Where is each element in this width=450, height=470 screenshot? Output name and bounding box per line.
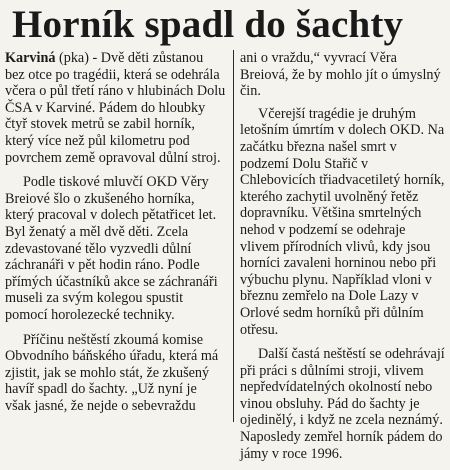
article-paragraph: Podle tiskové mluvčí OKD Věry Breiové šlo o zkušeného horníka, který pracoval v dolech pětatřicet let. Byl ženatý a měl dvě děti. Zcela zdevastované tělo vyzvedli důlní záchranáři v pět hodin ráno. Podle přímých účastníků akce se záchranáři museli za svým kolegou spustit pomocí horolezecké techniky. (5, 174, 218, 323)
article-paragraph: Příčinu neštěstí zkoumá komise Obvodního báňského úřadu, která má zjistit, jak se mohlo stát, že zkušený havíř spadl do šachty. „Už nyní je však jasné, že nejde o sebevraždu (5, 331, 219, 414)
article-paragraph: Včerejší tragédie je druhým letošním úmrtím v dolech OKD. Na začátku března našel smrt v podzemí Dolu Stařič v Chlebovicích třiadvacetiletý horník, kterého zachytil uvolněný řetěz dopravníku. Většina smrtelných nehod v podzemí se odehraje vlivem přírodních vlivů, kdy jsou horníci zavaleni horninou nebo při výbuchu plynu. Například vloni v březnu zemřelo na Dole Lazy v Orlové sedm horníků při důlním otřesu. (240, 105, 445, 338)
dateline: Karviná (5, 50, 56, 66)
column-divider (233, 50, 234, 422)
article-column-left (5, 50, 226, 422)
article-lead-paragraph (5, 50, 226, 166)
article-column-right (240, 50, 446, 470)
article-headline: Horník spadl do šachty (12, 3, 404, 46)
article-paragraph-continued: ani o vraždu,“ vyvrací Věra Breiová, že by mohlo jít o úmyslný čin. (240, 50, 441, 100)
article-paragraph: Další častá neštěstí se odehrávají při práci s důlními stroji, vlivem nepředvídatelných okolností nebo vinou obsluhy. Pád do šachty je ojedinělý, i když ne zcela neznámý. Naposledy zemřel horník pádem do jámy v roce 1996. (240, 346, 445, 462)
lead-text: (pka) - Dvě děti zůstanou bez otce po tragédii, která se odehrála včera o půl třetí ráno v hlubinách Dolu ČSA v Karviné. Pádem do hloubky čtyř stovek metrů se zabil horník, který více než půl kilometru pod povrchem země opravoval důlní stroj. (5, 50, 226, 166)
